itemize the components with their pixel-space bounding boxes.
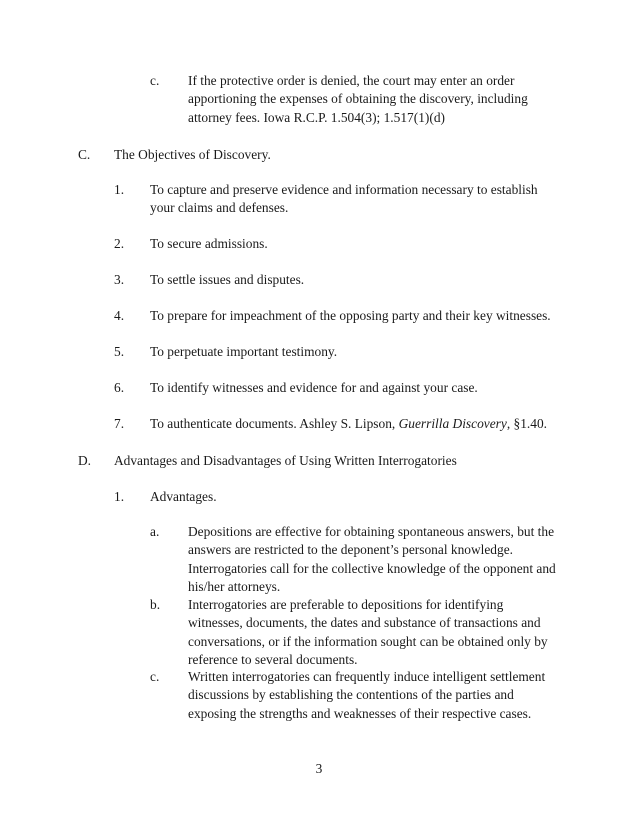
section-label: C. [78, 147, 91, 162]
text-line: To perpetuate important testimony. [150, 344, 338, 359]
text-line: discussions by establishing the contentions of the parties and [188, 687, 514, 703]
section-title: The Objectives of Discovery. [114, 147, 271, 162]
item-label: 7. [114, 416, 125, 431]
item-label: 3. [114, 272, 125, 287]
text-line: Interrogatories are preferable to depositions for identifying [188, 597, 504, 612]
text-line: If the protective order is denied, the court may enter an order [188, 73, 515, 88]
list-item [150, 181, 538, 218]
list-item [150, 379, 478, 397]
text-line: answers are restricted to the deponent’s personal knowledge. [188, 542, 513, 558]
list-item [150, 343, 337, 361]
text-line: your claims and defenses. [150, 200, 289, 216]
list-item [188, 596, 548, 670]
text-line: To settle issues and disputes. [150, 272, 305, 287]
section-label: D. [78, 453, 92, 468]
item-label: b. [150, 597, 161, 612]
book-title: Guerrilla Discovery [398, 416, 507, 431]
subsection-title: Advantages. [150, 489, 217, 504]
list-item [188, 668, 545, 723]
text-line: reference to several documents. [188, 652, 358, 668]
item-label: c. [150, 73, 160, 88]
text-line: witnesses, documents, the dates and substance of transactions and [188, 615, 541, 631]
text-line: his/her attorneys. [188, 579, 281, 595]
text-line: Interrogatories call for the collective knowledge of the opponent and [188, 560, 556, 576]
item-label: 2. [114, 236, 125, 251]
text-line: Written interrogatories can frequently induce intelligent settlement [188, 669, 546, 684]
item-label: 1. [114, 182, 125, 197]
text-line: To identify witnesses and evidence for and against your case. [150, 380, 478, 395]
item-label: 1. [114, 489, 125, 504]
text-line: To capture and preserve evidence and information necessary to establish [150, 182, 538, 197]
list-item [150, 415, 547, 433]
item-label: 5. [114, 344, 125, 359]
text-line: conversations, or if the information sought can be obtained only by [188, 633, 548, 649]
citation-text: To authenticate documents. Ashley S. Lipson, [150, 416, 399, 431]
text-line: Depositions are effective for obtaining spontaneous answers, but the [188, 524, 555, 539]
top-item-text [188, 72, 528, 127]
section-title: Advantages and Disadvantages of Using Written Interrogatories [114, 453, 457, 468]
list-item [150, 271, 304, 289]
citation-section: , §1.40. [506, 416, 547, 431]
page-number: 3 [315, 761, 323, 776]
text-line [150, 415, 547, 433]
list-item [150, 235, 268, 253]
text-line: apportioning the expenses of obtaining the discovery, including [188, 91, 528, 107]
item-label: 4. [114, 308, 125, 323]
text-line: To secure admissions. [150, 236, 268, 251]
text-line: To prepare for impeachment of the opposing party and their key witnesses. [150, 308, 551, 323]
text-line: exposing the strengths and weaknesses of their respective cases. [188, 705, 532, 721]
item-label: a. [150, 524, 160, 539]
item-label: c. [150, 669, 160, 684]
list-item [188, 523, 556, 597]
item-label: 6. [114, 380, 125, 395]
text-line: attorney fees. Iowa R.C.P. 1.504(3); 1.517(1)(d) [188, 109, 445, 125]
list-item [150, 307, 551, 325]
